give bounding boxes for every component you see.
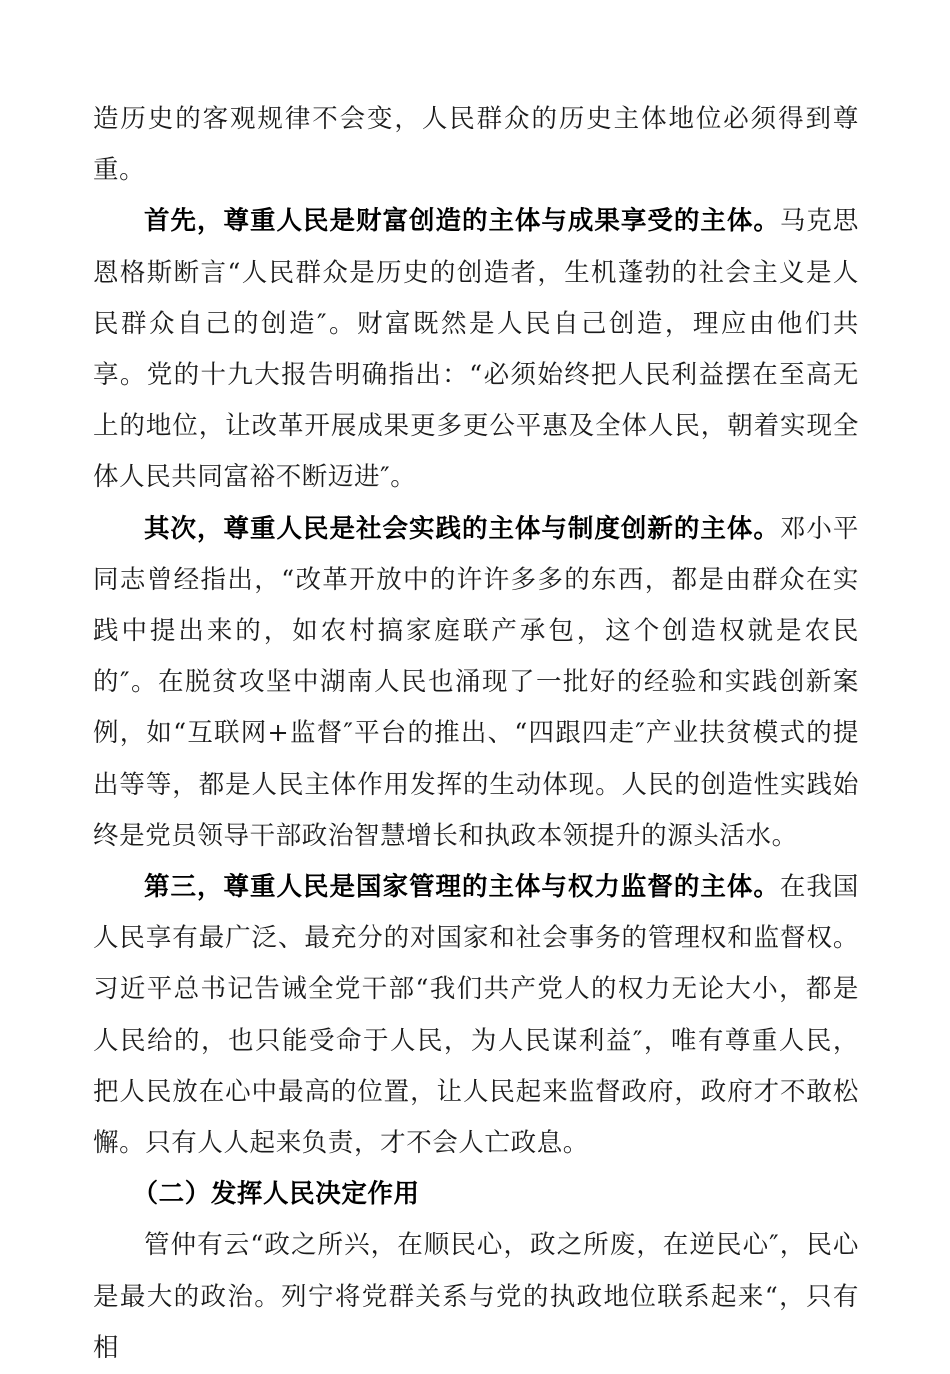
document-body	[93, 94, 859, 1374]
paragraph-body: 邓小平同志曾经指出，“改革开放中的许许多多的东西，都是由群众在实践中提出来的，如农村搞家庭联产承包，这个创造权就是农民的″。在脱贫攻坚中湖南人民也涌现了一批好的经验和实践创新案例，如“互联网+监督″平台的推出、“四跟四走″产业扶贫模式的提出等等，都是人民主体作用发挥的生动体现。人民的创造性实践始终是党员领导干部政治智慧增长和执政本领提升的源头活水。	[93, 513, 859, 851]
paragraph-third	[93, 862, 859, 1169]
paragraph-lead: 首先，尊重人民是财富创造的主体与成果享受的主体。	[144, 206, 780, 237]
paragraph-first	[93, 196, 859, 503]
paragraph-lead: 第三，尊重人民是国家管理的主体与权力监督的主体。	[144, 872, 780, 903]
paragraph-lead: 其次，尊重人民是社会实践的主体与制度创新的主体。	[144, 513, 780, 544]
paragraph-body: 马克思恩格斯断言“人民群众是历史的创造者，生机蓬勃的社会主义是人民群众自己的创造″。财富既然是人民自己创造，理应由他们共享。党的十九大报告明确指出：“必须始终把人民利益摆在至高无上的地位，让改革开展成果更多更公平惠及全体人民，朝着实现全体人民共同富裕不断迈进″。	[93, 206, 859, 493]
paragraph-continued: 造历史的客观规律不会变，人民群众的历史主体地位必须得到尊重。	[93, 104, 859, 186]
paragraph-body: 在我国人民享有最广泛、最充分的对国家和社会事务的管理权和监督权。习近平总书记告诫全党干部“我们共产党人的权力无论大小，都是人民给的，也只能受命于人民，为人民谋利益″，唯有尊重人民，把人民放在心中最高的位置，让人民起来监督政府，政府才不敢松懈。只有人人起来负责，才不会人亡政息。	[93, 872, 859, 1159]
paragraph-fourth: 管仲有云“政之所兴，在顺民心，政之所废，在逆民心″，民心是最大的政治。列宁将党群关系与党的执政地位联系起来“，只有相	[93, 1230, 859, 1363]
section-heading: （二）发挥人民决定作用	[132, 1179, 420, 1210]
paragraph-second	[93, 504, 859, 862]
